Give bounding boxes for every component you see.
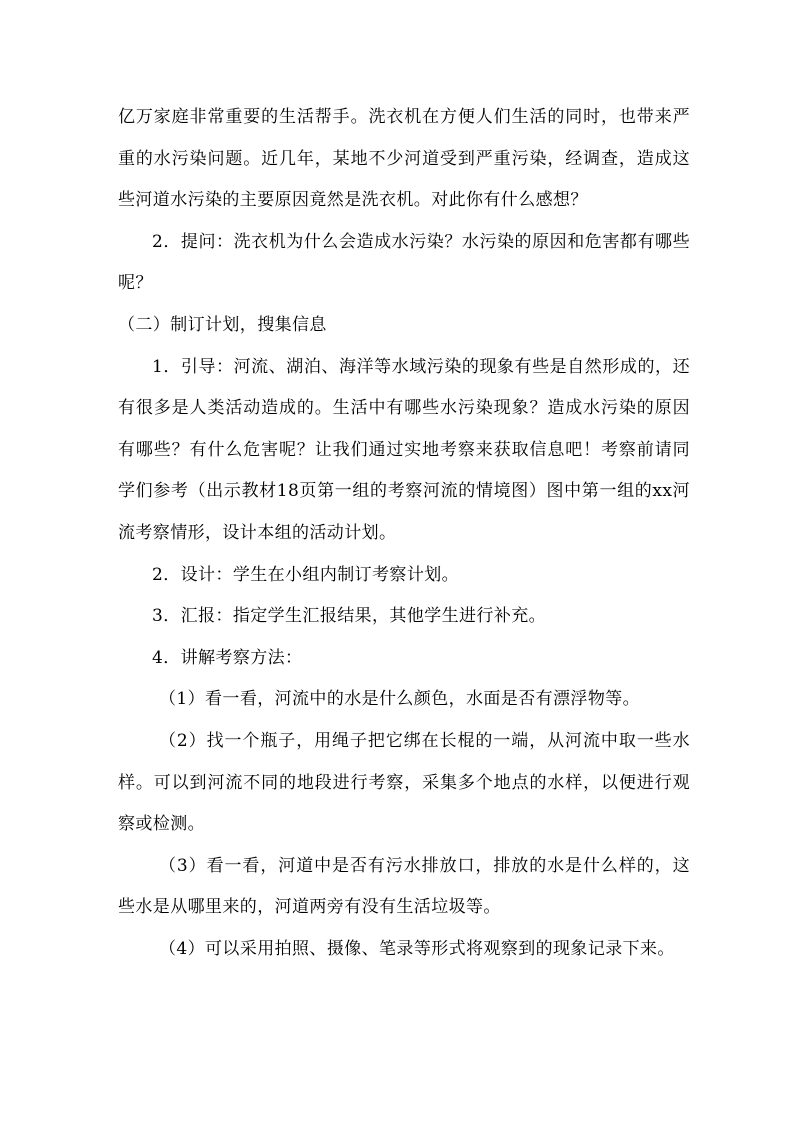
paragraph-washing-machine-intro: 亿万家庭非常重要的生活帮手。洗衣机在方便人们生活的同时，也带来严重的水污染问题。近几年，某地不少河道受到严重污染，经调查，造成这些河道水污染的主要原因竟然是洗衣机。对此你有什么感想？ (118, 107, 690, 211)
section-heading-plan: （二）制订计划，搜集信息 (118, 314, 327, 335)
list-item-method-4: （4）可以采用拍照、摄像、笔录等形式将观察到的现象记录下来。 (159, 938, 675, 959)
document-body (118, 97, 690, 970)
list-item-method-2: （2）找一个瓶子，用绳子把它绑在长棍的一端，从河流中取一些水样。可以到河流不同的地段进行考察，采集多个地点的水样，以便进行观察或检测。 (118, 730, 690, 835)
paragraph-report: 3．汇报：指定学生汇报结果，其他学生进行补充。 (152, 606, 547, 627)
paragraph-design: 2．设计：学生在小组内制订考察计划。 (152, 564, 460, 585)
list-item-method-1: （1）看一看，河流中的水是什么颜色，水面是否有漂浮物等。 (159, 689, 641, 710)
list-item-method-3: （3）看一看，河道中是否有污水排放口，排放的水是什么样的，这些水是从哪里来的，河道两旁有没有生活垃圾等。 (118, 855, 690, 918)
paragraph-question: 2．提问：洗衣机为什么会造成水污染？水污染的原因和危害都有哪些呢？ (118, 231, 690, 294)
paragraph-methods-heading: 4．讲解考察方法： (152, 647, 303, 668)
paragraph-guidance: 1．引导：河流、湖泊、海洋等水域污染的现象有些是自然形成的，还有很多是人类活动造成的。生活中有哪些水污染现象？造成水污染的原因有哪些？有什么危害呢？让我们通过实地考察来获取信息吧！考察前请同学们参考（出示教材18页第一组的考察河流的情境图）图中第一组的xx河流考察情形，设计本组的活动计划。 (118, 356, 690, 543)
